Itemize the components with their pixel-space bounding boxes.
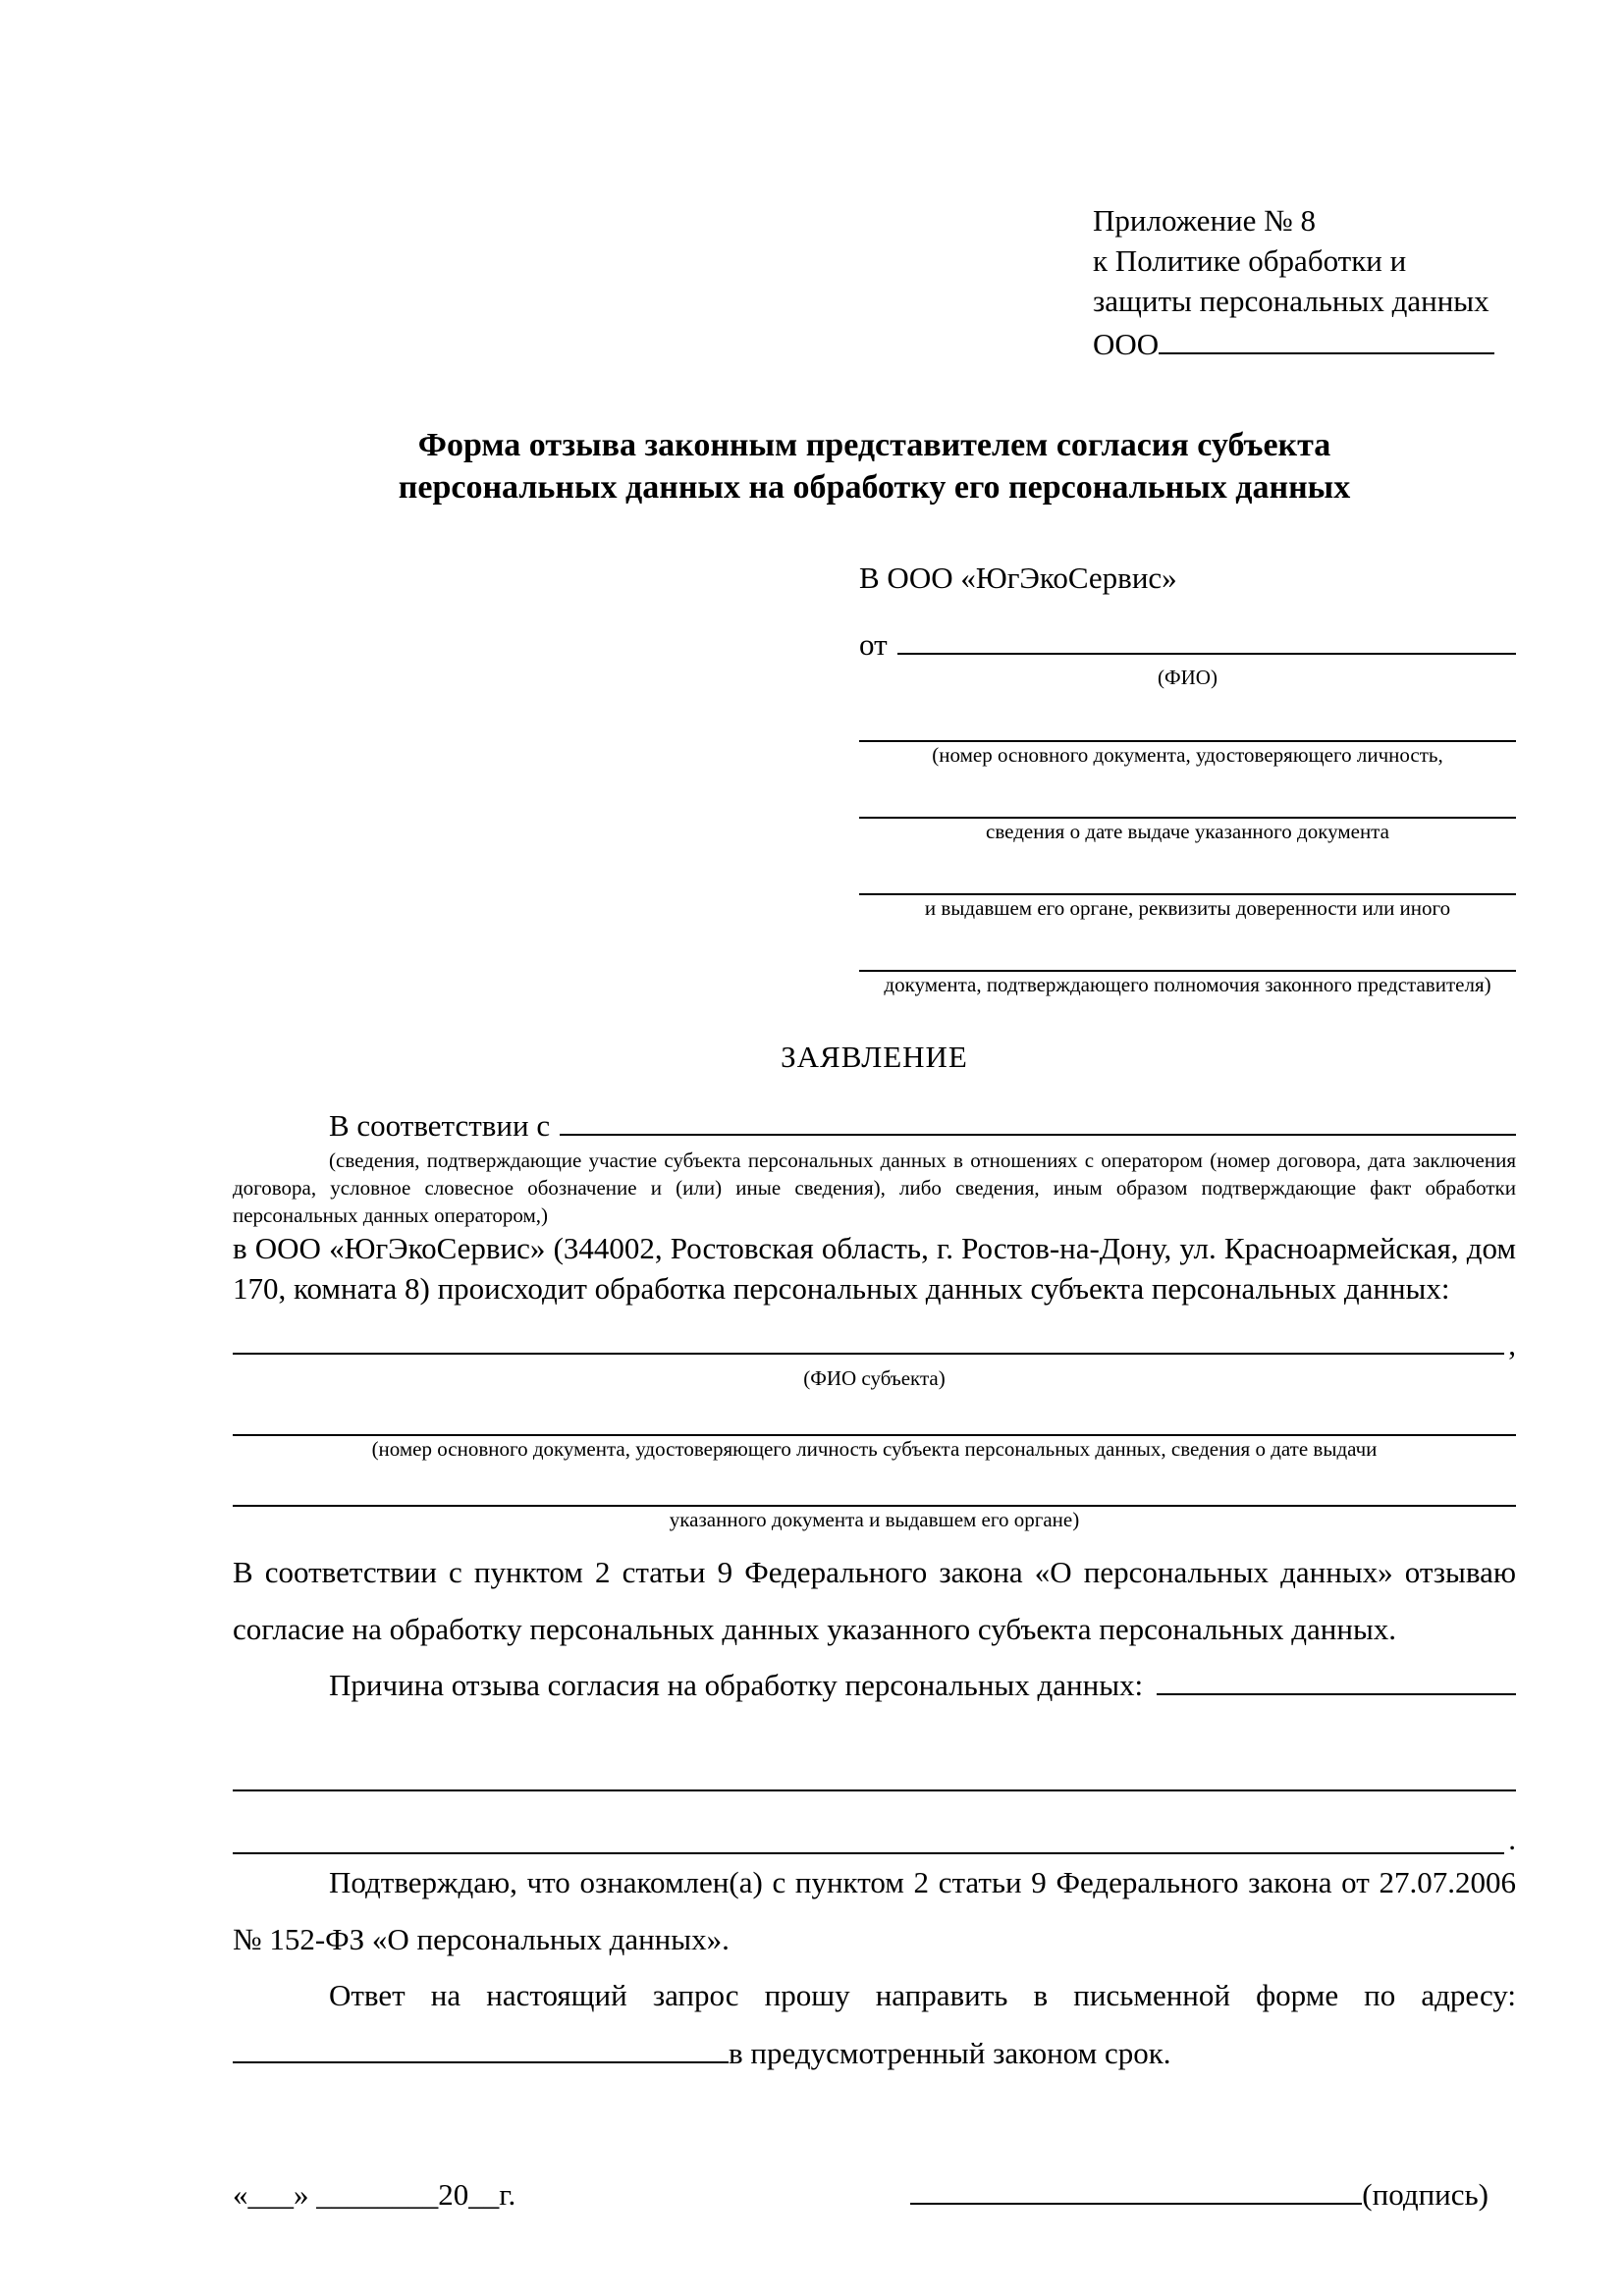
appendix-ooo-row: [1093, 322, 1516, 365]
representative-doc-field-2: [859, 774, 1516, 844]
representative-doc-field-3: [859, 850, 1516, 921]
blank-line: [859, 927, 1516, 972]
ooo-label: ООО: [1093, 326, 1160, 361]
blank-line: [859, 697, 1516, 742]
confirmation-paragraph: Подтверждаю, что ознакомлен(а) с пунктом 2 статьи 9 Федерального закона от 27.07.2006 № 152-ФЗ «О персональных данных».: [233, 1865, 1516, 1956]
reason-blank-line-3: [233, 1789, 1504, 1854]
ooo-blank-line: [1159, 322, 1494, 354]
signature-group: [910, 2172, 1489, 2216]
field-caption-3: и выдавшем его органе, реквизиты доверенности или иного: [924, 896, 1451, 921]
operator-paragraph: в ООО «ЮгЭкоСервис» (344002, Ростовская область, г. Ростов-на-Дону, ул. Красноармейская, дом 170, комната 8) происходит обработка персональных данных субъекта персональных данных:: [233, 1230, 1516, 1306]
representative-doc-field-4: [859, 927, 1516, 997]
subject-doc-field-2: [233, 1462, 1516, 1532]
field-caption-4: документа, подтверждающего полномочия законного представителя): [884, 973, 1491, 997]
statement-heading: ЗАЯВЛЕНИЕ: [781, 1039, 968, 1074]
date-field: «___» ________20__г.: [233, 2176, 516, 2212]
title-line-1: Форма отзыва законным представителем согласия субъекта: [417, 426, 1331, 463]
fio-caption: (ФИО): [1158, 666, 1218, 690]
withdrawal-paragraph: В соответствии с пунктом 2 статьи 9 Федерального закона «О персональных данных» отзываю согласие на обработку персональных данных указанного субъекта персональных данных.: [233, 1555, 1516, 1646]
reply-request-line: Ответ на настоящий запрос прошу направить в письменной форме по адресу:: [329, 1978, 1516, 2013]
reason-blank-line-3-row: [233, 1791, 1516, 1857]
addressee-organization: В ООО «ЮгЭкоСервис»: [859, 560, 1177, 595]
blank-line: [859, 850, 1516, 895]
reply-suffix: в предусмотренный законом срок.: [729, 2036, 1171, 2071]
lower-section: [233, 1544, 1516, 2081]
subject-fio-blank-line: [233, 1311, 1504, 1355]
from-blank-line: [897, 622, 1516, 655]
blank-line: [859, 774, 1516, 819]
reason-row: [233, 1657, 1516, 1713]
appendix-line-1: Приложение № 8: [1093, 203, 1316, 238]
reason-label: Причина отзыва согласия на обработку персональных данных:: [329, 1668, 1144, 1703]
appendix-line-3: защиты персональных данных: [1093, 283, 1489, 318]
field-caption-1: (номер основного документа, удостоверяющего личность,: [932, 742, 1443, 767]
subject-doc-caption-1: (номер основного документа, удостоверяющего личность субъекта персональных данных, сведения о дате выдачи: [371, 1436, 1378, 1461]
reply-address-blank-line: [233, 2031, 729, 2063]
footer: [233, 2172, 1516, 2216]
signature-caption: (подпись): [1362, 2176, 1489, 2212]
reply-address-row: [233, 2025, 1516, 2081]
intro-row: [233, 1103, 1516, 1147]
from-row: [859, 622, 1516, 666]
subject-doc-caption-2: указанного документа и выдавшем его органе): [669, 1508, 1080, 1532]
reason-blank-line-2: [233, 1731, 1516, 1791]
subject-fio-caption: (ФИО субъекта): [803, 1365, 946, 1390]
addressee-block: [859, 559, 1516, 998]
subject-fio-comma: ,: [1508, 1326, 1516, 1362]
subject-doc-field-1: [233, 1391, 1516, 1462]
appendix-block: [1093, 201, 1516, 365]
title-line-2: персональных данных на обработку его персональных данных: [398, 469, 1351, 507]
representative-doc-field-1: [859, 697, 1516, 768]
subject-fio-row: [233, 1311, 1516, 1365]
reason-period: .: [1508, 1822, 1516, 1857]
appendix-line-2: к Политике обработки и: [1093, 242, 1407, 278]
blank-line: [233, 1462, 1516, 1507]
signature-blank-line: [910, 2172, 1362, 2205]
from-label: от: [859, 626, 888, 662]
document-title: [233, 424, 1516, 509]
intro-label: В соответствии с: [329, 1107, 551, 1143]
reason-blank-line: [1157, 1663, 1516, 1695]
field-caption-2: сведения о дате выдаче указанного документа: [986, 819, 1389, 843]
intro-blank-line: [560, 1103, 1516, 1136]
fine-print: (сведения, подтверждающие участие субъекта персональных данных в отношениях с оператором (номер договора, дата заключения договора, условное словесное обозначение и (или) иные сведения), либо сведения, иным образом подтверждающие факт обработки персональных данных оператором,): [233, 1148, 1516, 1227]
blank-line: [233, 1391, 1516, 1436]
